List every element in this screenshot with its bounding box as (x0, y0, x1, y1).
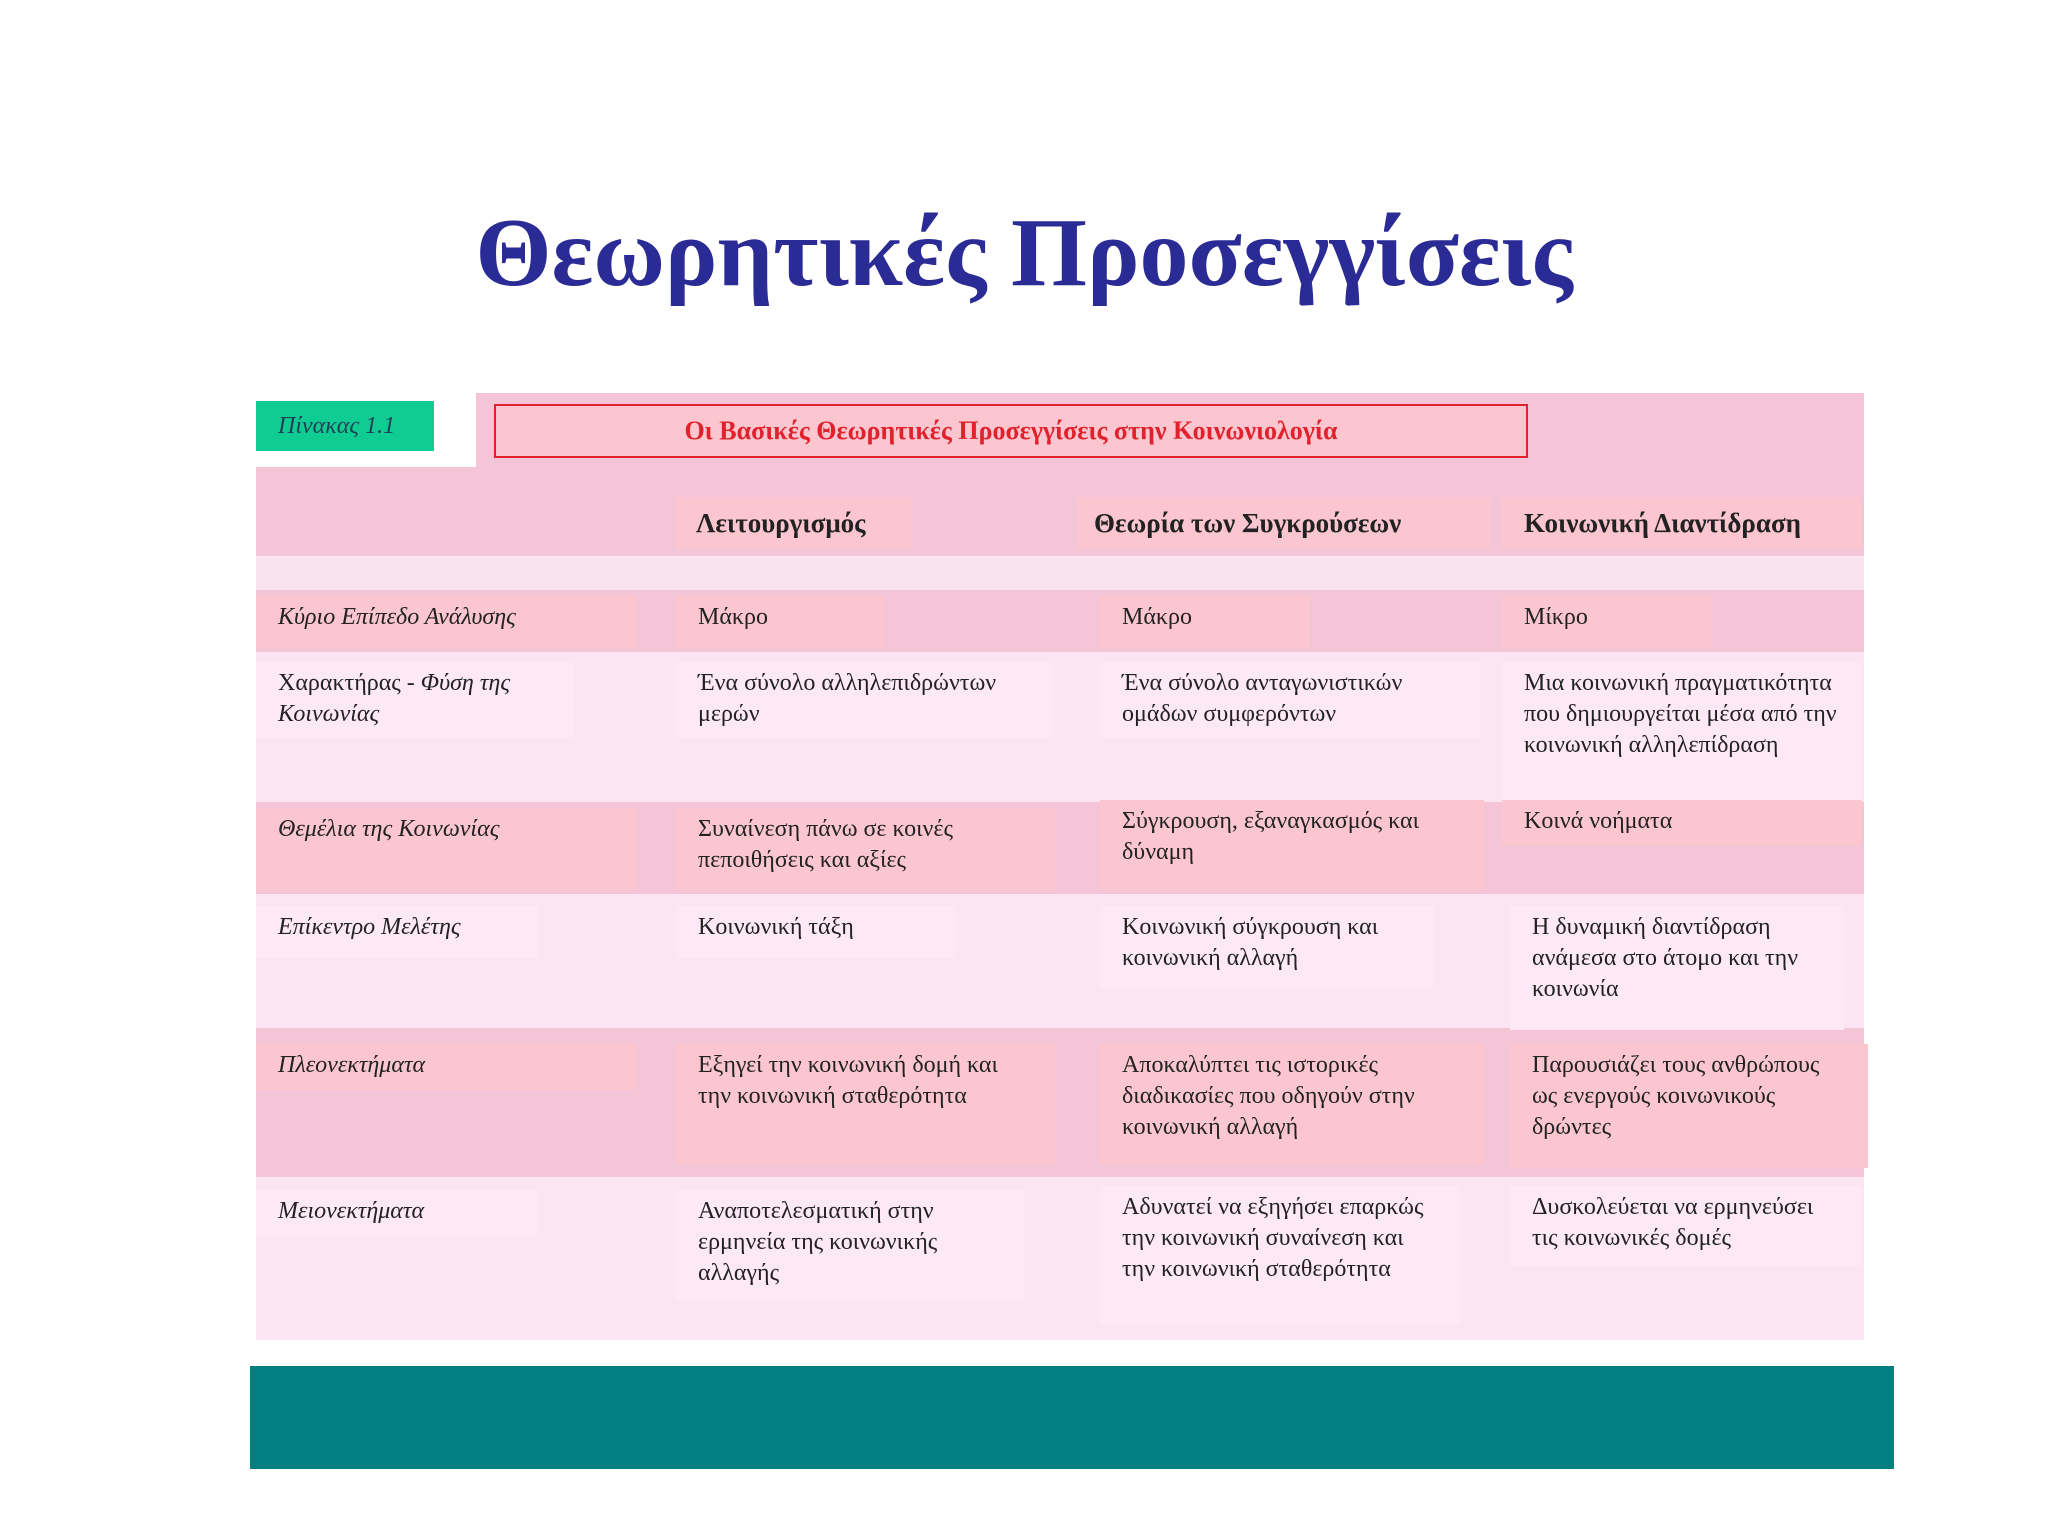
row-label-foundations: Θεμέλια της Κοινωνίας (256, 808, 636, 890)
column-header-interaction: Κοινωνική Διαντίδραση (1502, 497, 1862, 549)
cell-nature-conflict: Ένα σύνολο ανταγωνιστικών ομάδων συμφερόντων (1100, 662, 1480, 738)
header-divider (256, 556, 1864, 559)
table-title: Οι Βασικές Θεωρητικές Προσεγγίσεις στην Κοινωνιολογία (494, 404, 1528, 458)
row-label-advantages: Πλεονεκτήματα (256, 1044, 636, 1090)
column-header-functionalism: Λειτουργισμός (676, 497, 912, 549)
cell-foundations-interaction: Κοινά νοήματα (1502, 800, 1862, 846)
cell-analysis-functionalism: Μάκρο (676, 596, 884, 648)
row-label-focus: Επίκεντρο Μελέτης (256, 906, 538, 958)
row-label-analysis-level: Κύριο Επίπεδο Ανάλυσης (256, 596, 636, 648)
cell-analysis-conflict: Μάκρο (1100, 596, 1310, 648)
cell-nature-functionalism: Ένα σύνολο αλληλεπιδρώντων μερών (676, 662, 1052, 738)
row-divider (256, 1177, 1864, 1180)
cell-advantages-conflict: Αποκαλύπτει τις ιστορικές διαδικασίες που οδηγούν στην κοινωνική αλλαγή (1100, 1044, 1484, 1164)
cell-disadvantages-functionalism: Αναποτελεσματική στην ερμηνεία της κοινωνικής αλλαγής (676, 1190, 1024, 1300)
cell-disadvantages-interaction: Δυσκολεύεται να ερμηνεύσει τις κοινωνικές δομές (1510, 1186, 1862, 1266)
cell-advantages-functionalism: Εξηγεί την κοινωνική δομή και την κοινωνική σταθερότητα (676, 1044, 1056, 1164)
cell-nature-interaction: Μια κοινωνική πραγματικότητα που δημιουργείται μέσα από την κοινωνική αλληλεπίδραση (1502, 662, 1862, 802)
cell-disadvantages-conflict: Αδυνατεί να εξηγήσει επαρκώς την κοινωνική συναίνεση και την κοινωνική σταθερότητα (1100, 1186, 1460, 1324)
cell-focus-functionalism: Κοινωνική τάξη (676, 906, 956, 958)
cell-focus-interaction: Η δυναμική διαντίδραση ανάμεσα στο άτομο και την κοινωνία (1510, 906, 1844, 1030)
row-label-nature-of-society (256, 662, 574, 738)
slide-title: Θεωρητικές Προσεγγίσεις (475, 199, 1573, 307)
row-label-nature-plain: Χαρακτήρας - (278, 670, 421, 696)
row-label-nature-italic: Φύση της Κοινωνίας (278, 670, 511, 727)
cell-foundations-conflict: Σύγκρουση, εξαναγκασμός και δύναμη (1100, 800, 1484, 890)
table-number-badge: Πίνακας 1.1 (256, 401, 434, 451)
cell-advantages-interaction: Παρουσιάζει τους ανθρώπους ως ενεργούς κοινωνικούς δρώντες (1510, 1044, 1868, 1168)
cell-analysis-interaction: Μίκρο (1502, 596, 1712, 648)
row-label-disadvantages: Μειονεκτήματα (256, 1190, 538, 1236)
cell-foundations-functionalism: Συναίνεση πάνω σε κοινές πεποιθήσεις και αξίες (676, 808, 1056, 890)
cell-focus-conflict: Κοινωνική σύγκρουση και κοινωνική αλλαγή (1100, 906, 1434, 988)
column-header-conflict-theory: Θεωρία των Συγκρούσεων (1078, 497, 1490, 549)
footer-bar (250, 1366, 1894, 1469)
